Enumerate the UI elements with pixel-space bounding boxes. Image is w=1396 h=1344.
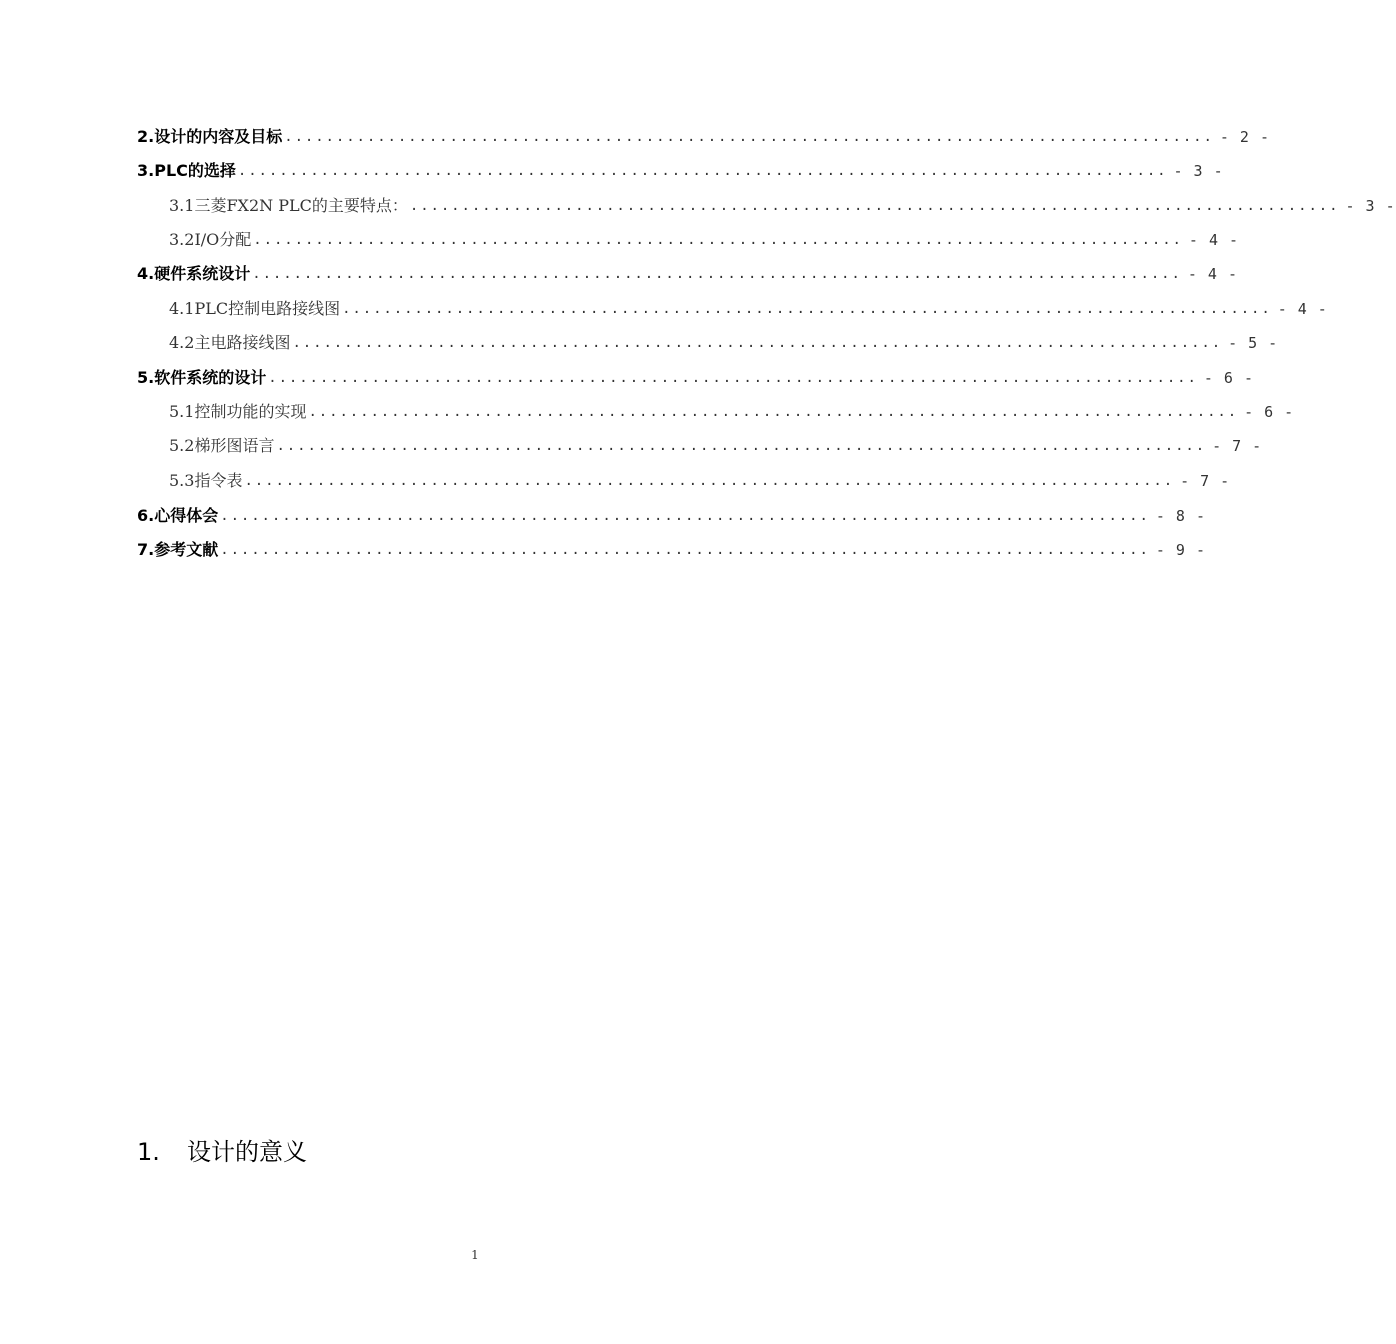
toc-entry-title: 控制功能的实现 (194, 402, 307, 421)
toc-dot-leader: .......................................................................................... (220, 542, 1150, 558)
toc-entry-title: 软件系统的设计 (154, 368, 267, 387)
toc-entry-title: 参考文献 (154, 540, 219, 559)
toc-entry-page: - 8 - (1155, 507, 1206, 525)
toc-entry-6[interactable] (137, 499, 1206, 533)
toc-dot-leader: .......................................................................................... (342, 301, 1272, 317)
toc-dot-leader: .......................................................................................... (268, 370, 1198, 386)
toc-entry-2[interactable] (137, 120, 1270, 154)
toc-entry-number: 2. (137, 127, 155, 146)
toc-entry-number: 5. (137, 368, 155, 387)
toc-entry-5-2[interactable] (169, 429, 1263, 463)
toc-dot-leader: .......................................................................................... (409, 198, 1340, 214)
toc-entry-title: 主电路接线图 (194, 333, 291, 352)
toc-dot-leader: .......................................................................................... (237, 163, 1168, 179)
toc-entry-title: PLC的选择 (154, 161, 236, 180)
toc-entry-number: 4. (137, 264, 155, 283)
toc-entry-page: - 6 - (1244, 403, 1295, 421)
toc-entry-title: 硬件系统设计 (154, 264, 251, 283)
toc-entry-number: 3.1 (169, 196, 195, 215)
toc-dot-leader: .......................................................................................... (308, 404, 1239, 420)
toc-entry-number: 5.2 (169, 436, 195, 455)
toc-entry-page: - 4 - (1188, 231, 1240, 249)
toc-entry-title: 设计的内容及目标 (154, 127, 283, 146)
toc-entry-title: I/O分配 (194, 230, 252, 249)
toc-entry-title: 指令表 (194, 471, 243, 490)
toc-entry-number: 4.1 (169, 299, 195, 318)
toc-entry-5[interactable] (137, 361, 1254, 395)
toc-dot-leader: .......................................................................................... (252, 266, 1182, 282)
toc-entry-number: 3.2 (169, 230, 195, 249)
footer-page-number: 1 (471, 1248, 479, 1262)
toc-entry-title: 梯形图语言 (194, 436, 275, 455)
toc-dot-leader: .......................................................................................... (284, 129, 1214, 145)
toc-entry-5-3[interactable] (169, 464, 1231, 498)
toc-entry-3[interactable] (137, 154, 1224, 188)
toc-dot-leader: .......................................................................................... (292, 335, 1223, 351)
toc-entry-page: - 2 - (1219, 128, 1270, 146)
toc-entry-page: - 7 - (1180, 472, 1231, 490)
toc-dot-leader: .......................................................................................... (220, 508, 1150, 524)
section-heading-number: 1. (137, 1138, 160, 1166)
toc-entry-4-2[interactable] (169, 326, 1279, 360)
toc-entry-number: 5.1 (169, 402, 195, 421)
toc-entry-page: - 4 - (1277, 300, 1328, 318)
toc-entry-page: - 6 - (1203, 369, 1254, 387)
toc-entry-number: 4.2 (169, 333, 195, 352)
toc-entry-4[interactable] (137, 257, 1238, 291)
toc-entry-title: PLC控制电路接线图 (194, 299, 341, 318)
toc-dot-leader: .......................................................................................... (253, 232, 1183, 248)
toc-entry-title: 三菱FX2N PLC的主要特点： (194, 196, 408, 215)
toc-entry-title: 心得体会 (154, 506, 219, 525)
toc-entry-number: 5.3 (169, 471, 195, 490)
toc-entry-page: - 4 - (1187, 265, 1238, 283)
toc-entry-page: - 9 - (1155, 541, 1206, 559)
toc-entry-page: - 3 - (1345, 197, 1396, 215)
toc-entry-number: 6. (137, 506, 155, 525)
toc-entry-number: 7. (137, 540, 155, 559)
toc-entry-number: 3. (137, 161, 155, 180)
toc-entry-page: - 3 - (1173, 162, 1224, 180)
toc-entry-4-1[interactable] (169, 292, 1328, 326)
toc-entry-page: - 5 - (1228, 334, 1279, 352)
toc-entry-5-1[interactable] (169, 395, 1295, 429)
section-heading (137, 1132, 307, 1172)
toc-entry-3-1[interactable] (169, 189, 1396, 223)
section-heading-title: 设计的意义 (187, 1138, 307, 1166)
toc-entry-3-2[interactable] (169, 223, 1240, 257)
toc-dot-leader: .......................................................................................... (276, 438, 1207, 454)
toc-dot-leader: .......................................................................................... (244, 473, 1175, 489)
toc-entry-7[interactable] (137, 533, 1206, 567)
toc-entry-page: - 7 - (1212, 437, 1263, 455)
